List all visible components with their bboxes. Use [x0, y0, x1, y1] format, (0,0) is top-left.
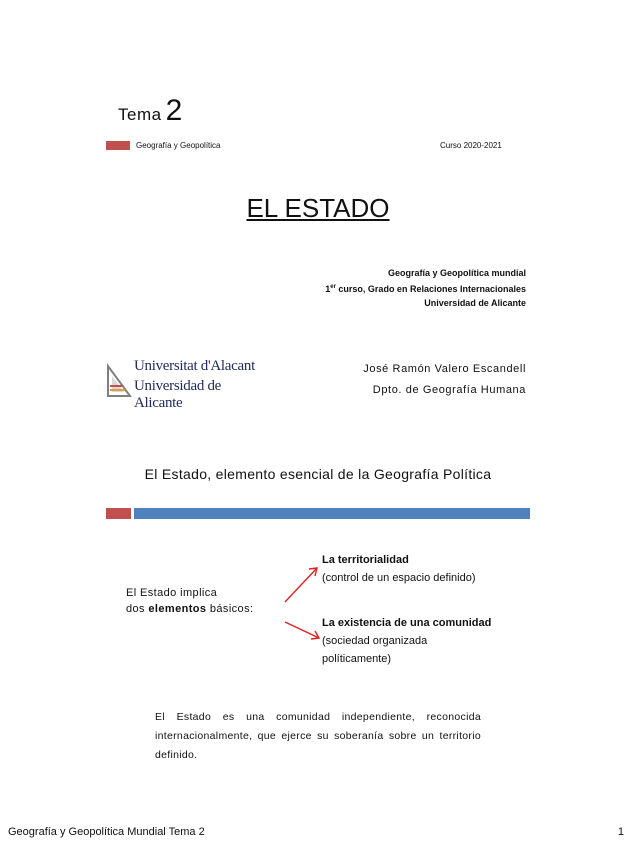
element2-title: La existencia de una comunidad: [322, 617, 492, 629]
divider-red: [106, 508, 131, 519]
element2-desc-1: (sociedad organizada: [322, 635, 428, 647]
page-number: 1: [617, 826, 624, 838]
arrow-up-icon: [285, 568, 317, 602]
logo-line2: Universidad de Alicante: [134, 378, 222, 411]
element-territoriality: [322, 551, 475, 587]
tema-heading: [118, 94, 182, 128]
footer-title: Geografía y Geopolítica Mundial Tema 2: [8, 826, 205, 838]
implica-line1: El Estado implica: [126, 587, 218, 599]
course-info: [325, 266, 526, 310]
subject-marker: [106, 141, 130, 150]
university-emblem-icon: [106, 362, 132, 398]
element1-title: La territorialidad: [322, 554, 409, 566]
element1-desc: (control de un espacio definido): [322, 572, 476, 584]
logo-line1: Universitat d'Alacant: [134, 358, 255, 374]
course-year: Curso 2020-2021: [440, 141, 502, 150]
page-title: EL ESTADO: [246, 193, 390, 223]
author-name: José Ramón Valero Escandell: [363, 363, 526, 375]
author-department: Dpto. de Geografía Humana: [372, 384, 526, 396]
course-info-line3: Universidad de Alicante: [424, 298, 526, 308]
divider-blue: [134, 508, 530, 519]
arrow-down-icon: [285, 622, 319, 638]
element2-desc-2: políticamente): [322, 653, 392, 665]
university-logo: [106, 358, 256, 411]
implica-line2: dos elementos básicos:: [126, 603, 254, 615]
course-info-line1: Geografía y Geopolítica mundial: [387, 268, 526, 278]
element-community: [322, 614, 491, 668]
state-definition: El Estado es una comunidad independiente, reconocida internacionalmente, que ejerce su soberanía sobre un territorio definido.: [155, 711, 481, 761]
implica-text: [126, 585, 253, 617]
slide-heading: El Estado, elemento esencial de la Geografía Política: [144, 466, 492, 482]
author-block: [363, 359, 526, 401]
course-info-line2: 1er curso, Grado en Relaciones Internacionales: [325, 284, 526, 294]
tema-label: Tema: [118, 105, 162, 124]
subject-label: Geografía y Geopolítica: [136, 141, 221, 150]
tema-number: 2: [165, 94, 183, 127]
